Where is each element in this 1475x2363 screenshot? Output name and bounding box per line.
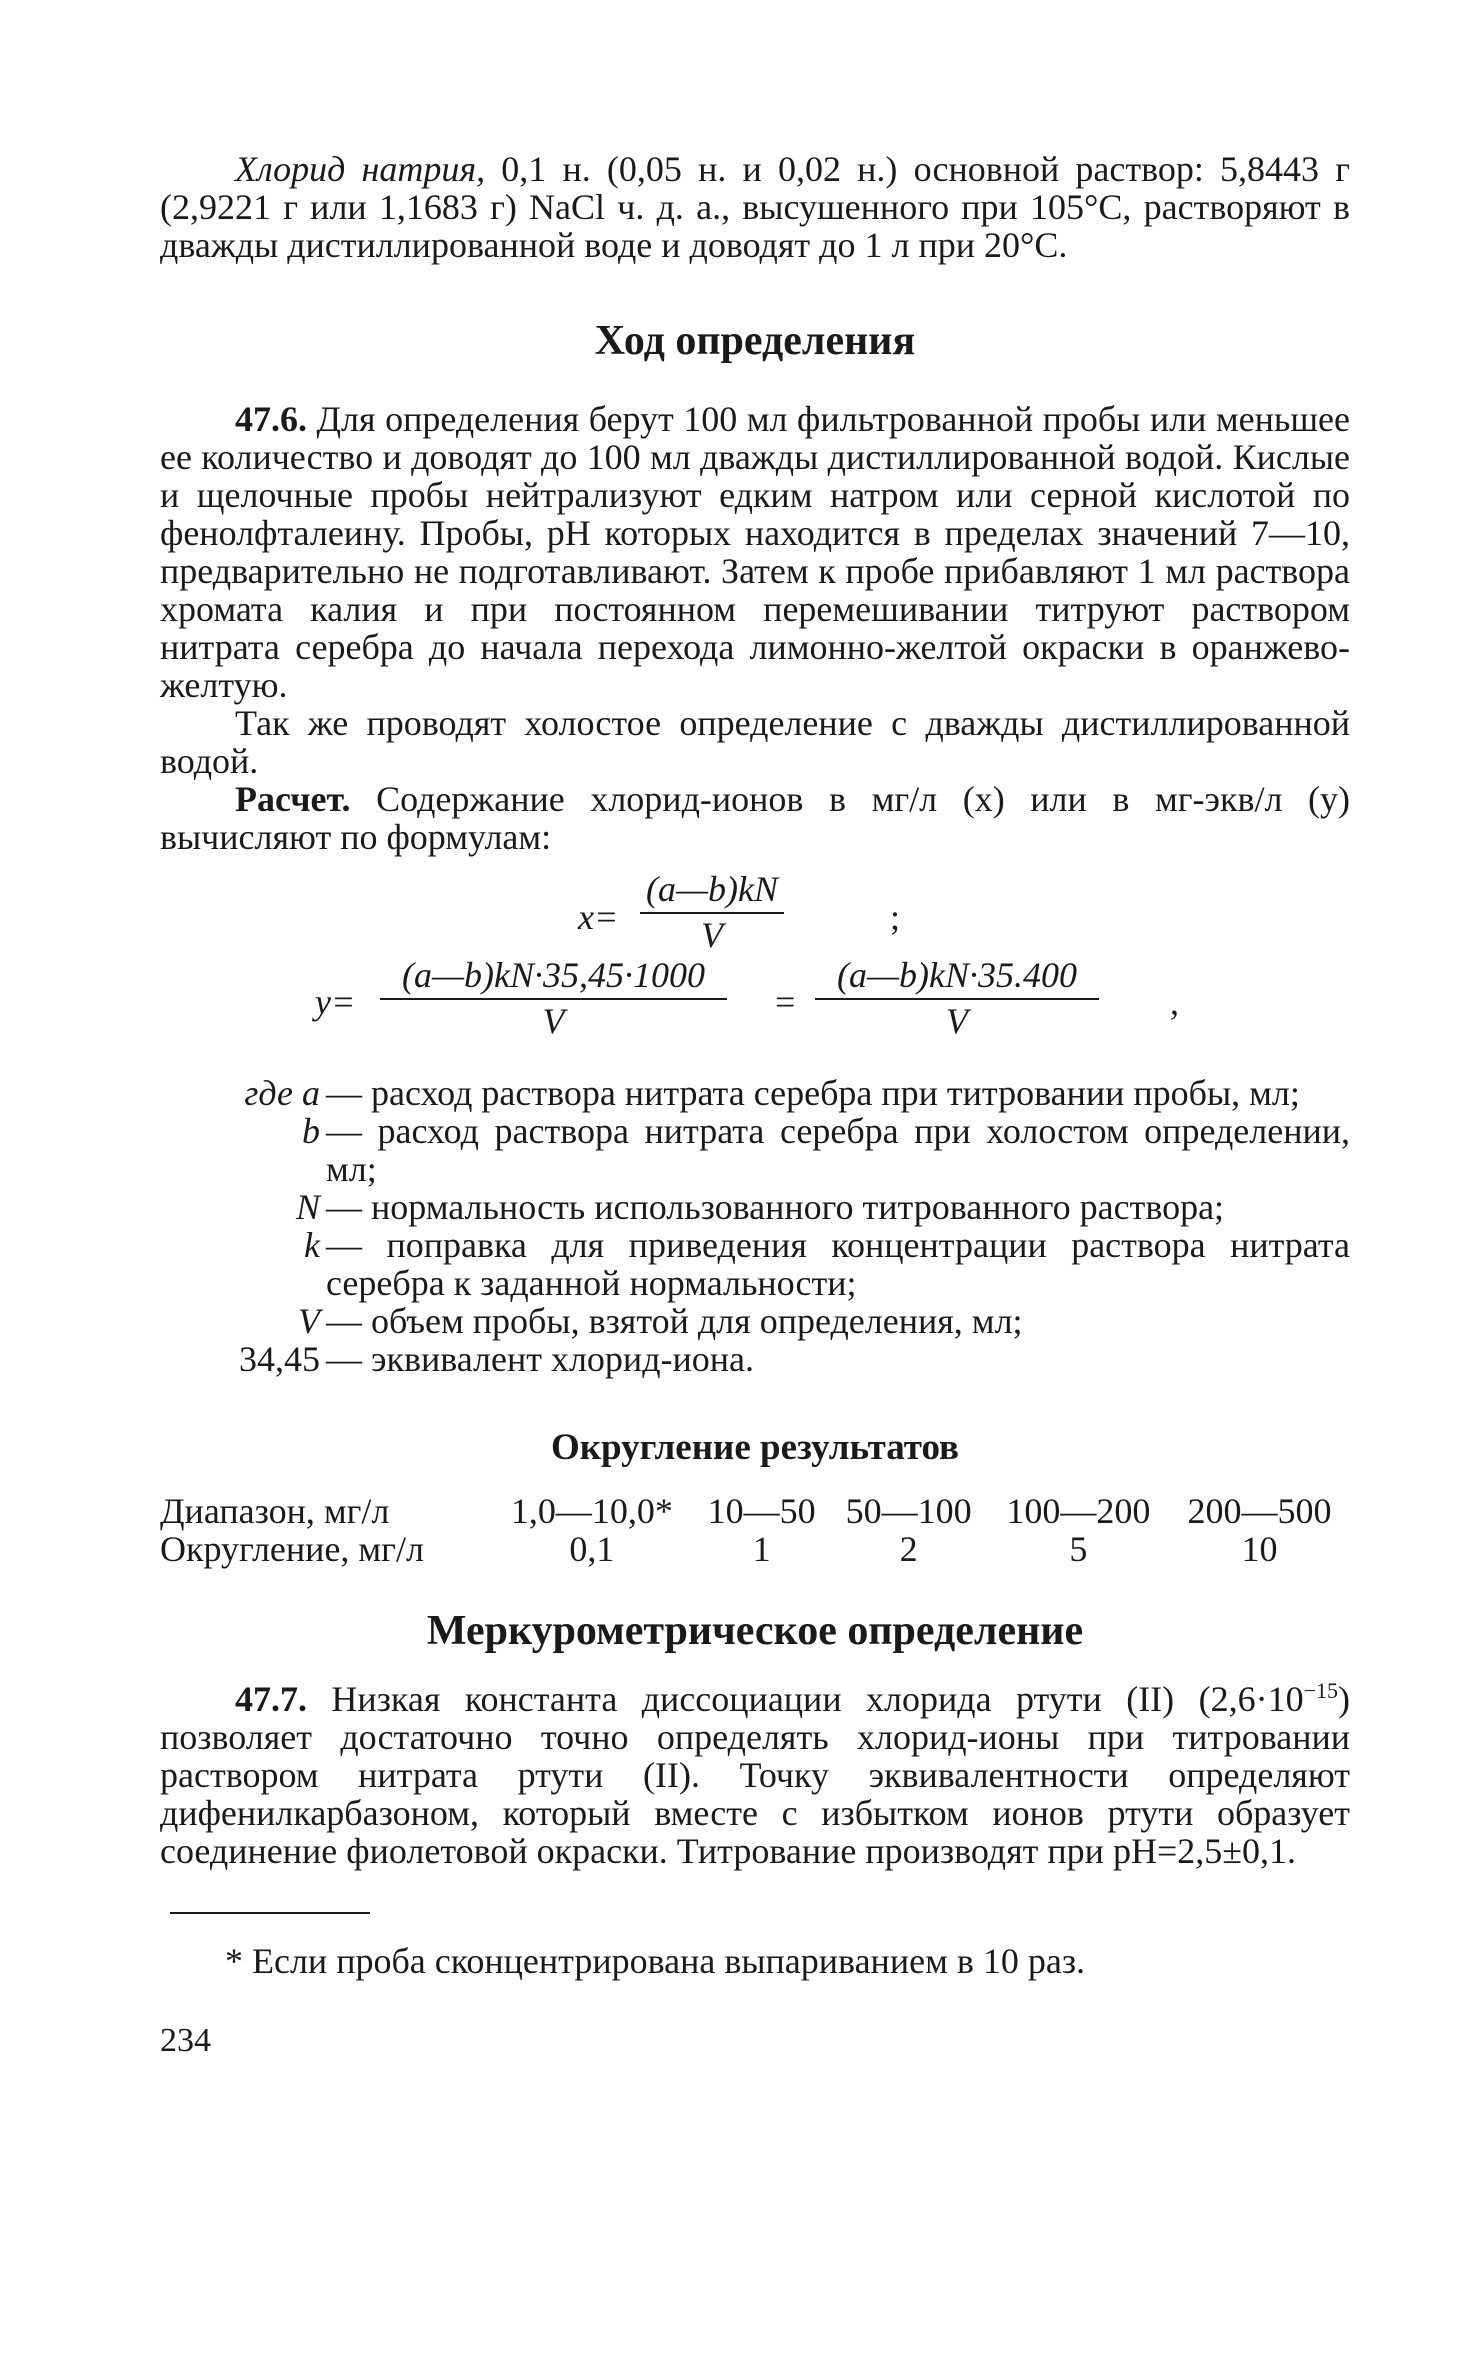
formula-y-denominator-2: V (945, 1001, 968, 1041)
page (160, 150, 1350, 2060)
definition-symbol: k (304, 1225, 320, 1265)
calculation-paragraph (160, 780, 1350, 856)
definition-symbol: N (295, 1187, 320, 1227)
footnote: * Если проба сконцентрирована выпариванием в 10 раз. (225, 1941, 1086, 1981)
paragraph-47-6 (160, 400, 1350, 704)
formula-x-denominator: V (700, 915, 723, 955)
formula-x-end: ; (890, 897, 901, 937)
definition-row (160, 1226, 1350, 1302)
intro-paragraph (160, 150, 1350, 264)
formula-y-end: , (1170, 982, 1179, 1022)
definition-text: — нормальность использованного титрованного раствора; (326, 1187, 1225, 1227)
row-label-rounding: Округление, мг/л (160, 1529, 424, 1569)
calculation-text: Содержание хлорид-ионов в мг/л (x) или в мг-экв/л (y) вычисляют по формулам: (160, 779, 1350, 857)
formula-y-lhs: y= (315, 982, 356, 1022)
formula-x-numerator: (a—b)kN (640, 870, 784, 914)
definition-symbol: b (302, 1111, 320, 1151)
formula-x-fraction (640, 870, 784, 954)
section-title-mercurometric: Меркурометрическое определение (426, 1608, 1084, 1654)
rounding-table (160, 1492, 1350, 1568)
definition-symbol: где a (244, 1073, 320, 1113)
definition-symbol: V (298, 1301, 320, 1341)
formula-y-fraction-1 (380, 956, 727, 1040)
section-title-rounding: Округление результатов (550, 1427, 960, 1468)
table-cell: 200—500 (1187, 1491, 1332, 1531)
formula-y-numerator-1: (a—b)kN·35,45·1000 (380, 956, 727, 1000)
definition-row (160, 1112, 1350, 1188)
formula-x-lhs: x= (578, 897, 619, 937)
paragraph-number: 47.6. (235, 399, 307, 439)
calculation-label: Расчет. (235, 779, 351, 819)
table-cell: 5 (1069, 1529, 1088, 1569)
definition-text: — объем пробы, взятой для определения, мл; (326, 1301, 1023, 1341)
formula-y-numerator-2: (a—b)kN·35.400 (815, 956, 1099, 1000)
blank-determination-paragraph: Так же проводят холостое определение с дважды дистиллированной водой. (160, 703, 1350, 781)
table-cell: 50—100 (845, 1491, 972, 1531)
intro-text: 0,1 н. (0,05 н. и 0,02 н.) основной раствор: 5,8443 г (2,9221 г или 1,1683 г) NaCl ч. д. а., высушенного при 105°С, растворяют в дважды дистиллированной воде и доводят до 1 л при 20°С. (160, 149, 1350, 265)
definition-text: — поправка для приведения концентрации раствора нитрата серебра к заданной нормальности; (326, 1225, 1350, 1303)
formula-block (160, 870, 1350, 1060)
intro-term: Хлорид натрия, (235, 149, 486, 189)
row-label-range: Диапазон, мг/л (160, 1491, 390, 1531)
definition-row (160, 1340, 1350, 1378)
paragraph-text: Для определения берут 100 мл фильтрованной пробы или меньшее ее количество и доводят до 100 мл дважды дистиллированной водой. Кислые и щелочные пробы нейтрализуют едким натром или серной кислотой по фенолфталеину. Пробы, pH которых находится в пределах значений 7—10, предварительно не подготавливают. Затем к пробе прибавляют 1 мл раствора хромата калия и при постоянном перемешивании титруют раствором нитрата серебра до начала перехода лимонно-желтой окраски в оранжево-желтую. (160, 399, 1350, 705)
table-cell: 1 (752, 1529, 771, 1569)
table-cell: 10 (1241, 1529, 1278, 1569)
paragraph-number: 47.7. (235, 1679, 307, 1719)
definition-text: — эквивалент хлорид-иона. (326, 1339, 755, 1379)
definition-text: — расход раствора нитрата серебра при холостом определении, мл; (326, 1111, 1350, 1189)
footnote-divider (170, 1912, 370, 1914)
page-number: 234 (160, 2022, 211, 2059)
table-row (160, 1492, 1350, 1530)
table-cell: 0,1 (569, 1529, 615, 1569)
formula-y-equals: = (775, 982, 796, 1022)
exponent: −15 (1303, 1678, 1338, 1703)
table-cell: 2 (899, 1529, 918, 1569)
formula-y-fraction-2 (815, 956, 1099, 1040)
paragraph-47-7 (160, 1680, 1350, 1870)
definition-row (160, 1302, 1350, 1340)
formula-y-denominator-1: V (542, 1001, 565, 1041)
definition-text: — расход раствора нитрата серебра при титровании пробы, мл; (326, 1073, 1300, 1113)
table-cell: 10—50 (707, 1491, 816, 1531)
paragraph-text-a: Низкая константа диссоциации хлорида ртути (II) (2,6·10 (307, 1679, 1304, 1719)
definition-symbol: 34,45 (239, 1339, 320, 1379)
paragraph-text-b: ) позволяет достаточно точно определять хлорид-ионы при титровании раствором нитрата ртути (II). Точку эквивалентности определяют дифенилкарбазоном, который вместе с избытком ионов ртути образует соединение фиолетовой окраски. Титрование производят при pH=2,5±0,1. (160, 1679, 1350, 1871)
table-cell: 1,0—10,0* (510, 1491, 673, 1531)
table-cell: 100—200 (1006, 1491, 1151, 1531)
definitions-list (160, 1074, 1350, 1378)
definition-row (160, 1188, 1350, 1226)
definition-row (160, 1074, 1350, 1112)
section-title-procedure: Ход определения (594, 318, 916, 364)
table-row (160, 1530, 1350, 1568)
